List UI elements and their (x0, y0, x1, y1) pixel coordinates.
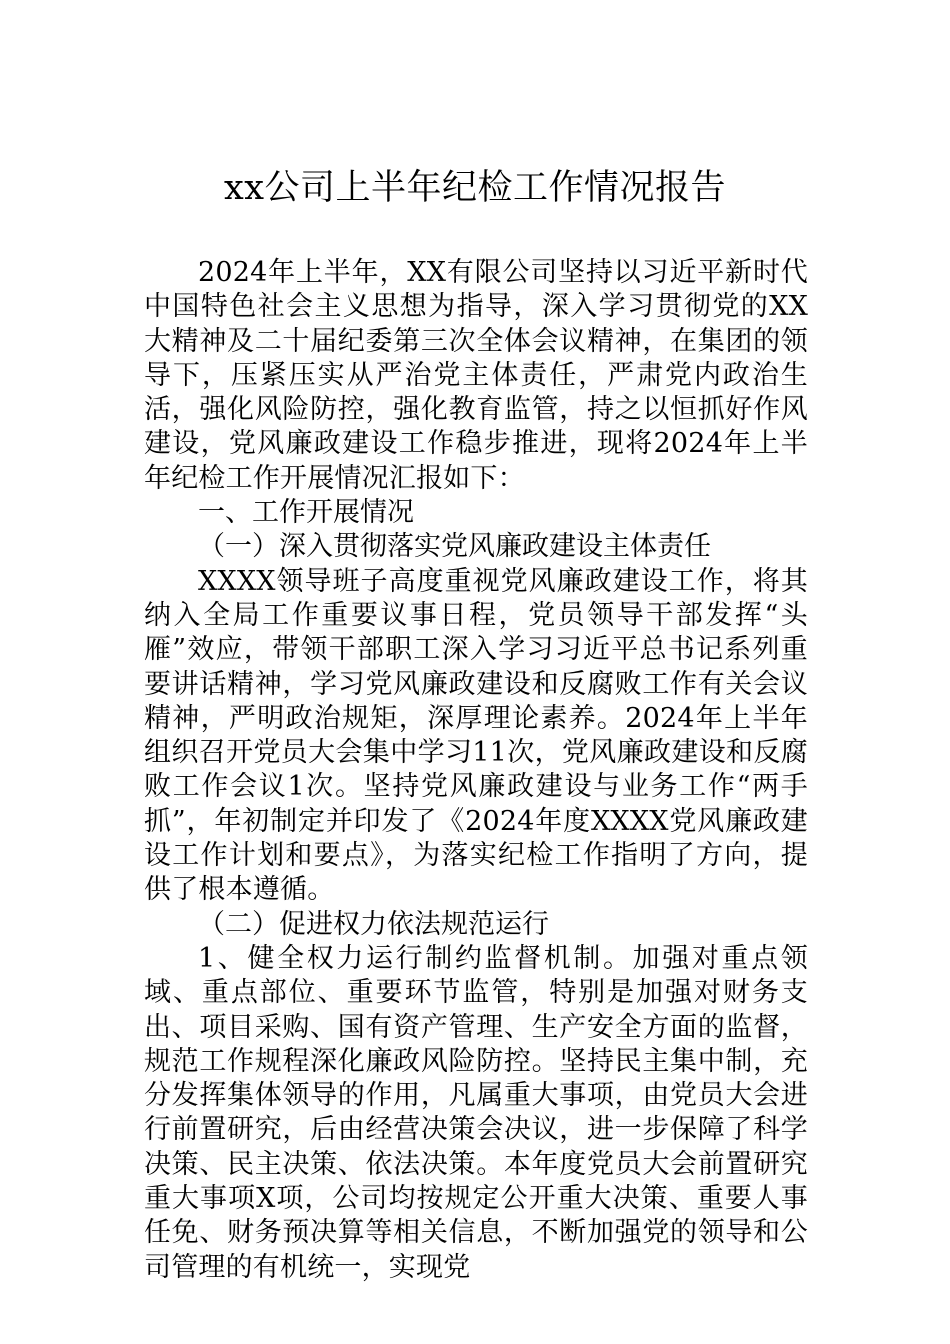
section-1-heading: 一、工作开展情况 (198, 497, 414, 529)
subsection-2-heading: （二）促进权力依法规范运行 (198, 908, 549, 940)
document-title: xx公司上半年纪检工作情况报告 (224, 168, 726, 208)
document-body (144, 256, 808, 1285)
subsection-1-paragraph: XXXX领导班子高度重视党风廉政建设工作，将其纳入全局工作重要议事日程，党员领导干部发挥“头雁”效应，带领干部职工深入学习习近平总书记系列重要讲话精神，学习党风廉政建设和反腐败工作有关会议精神，严明政治规矩，深厚理论素养。2024年上半年组织召开党员大会集中学习11次，党风廉政建设和反腐败工作会议1次。坚持党风廉政建设与业务工作“两手抓”，年初制定并印发了《2024年度XXXX党风廉政建设工作计划和要点》，为落实纪检工作指明了方向，提供了根本遵循。 (144, 565, 808, 906)
subsection-1-heading: （一）深入贯彻落实党风廉政建设主体责任 (198, 531, 711, 563)
subsection-2-paragraph: 1、健全权力运行制约监督机制。加强对重点领域、重点部位、重要环节监管，特别是加强对财务支出、项目采购、国有资产管理、生产安全方面的监督，规范工作规程深化廉政风险防控。坚持民主集中制，充分发挥集体领导的作用，凡属重大事项，由党员大会进行前置研究，后由经营决策会决议，进一步保障了科学决策、民主决策、依法决策。本年度党员大会前置研究重大事项X项，公司均按规定公开重大决策、重要人事任免、财务预决算等相关信息，不断加强党的领导和公司管理的有机统一，实现党 (144, 942, 808, 1283)
intro-paragraph: 2024年上半年，XX有限公司坚持以习近平新时代中国特色社会主义思想为指导，深入学习贯彻党的XX大精神及二十届纪委第三次全体会议精神，在集团的领导下，压紧压实从严治党主体责任，严肃党内政治生活，强化风险防控，强化教育监管，持之以恒抓好作风建设，党风廉政建设工作稳步推进，现将2024年上半年纪检工作开展情况汇报如下： (144, 257, 808, 494)
